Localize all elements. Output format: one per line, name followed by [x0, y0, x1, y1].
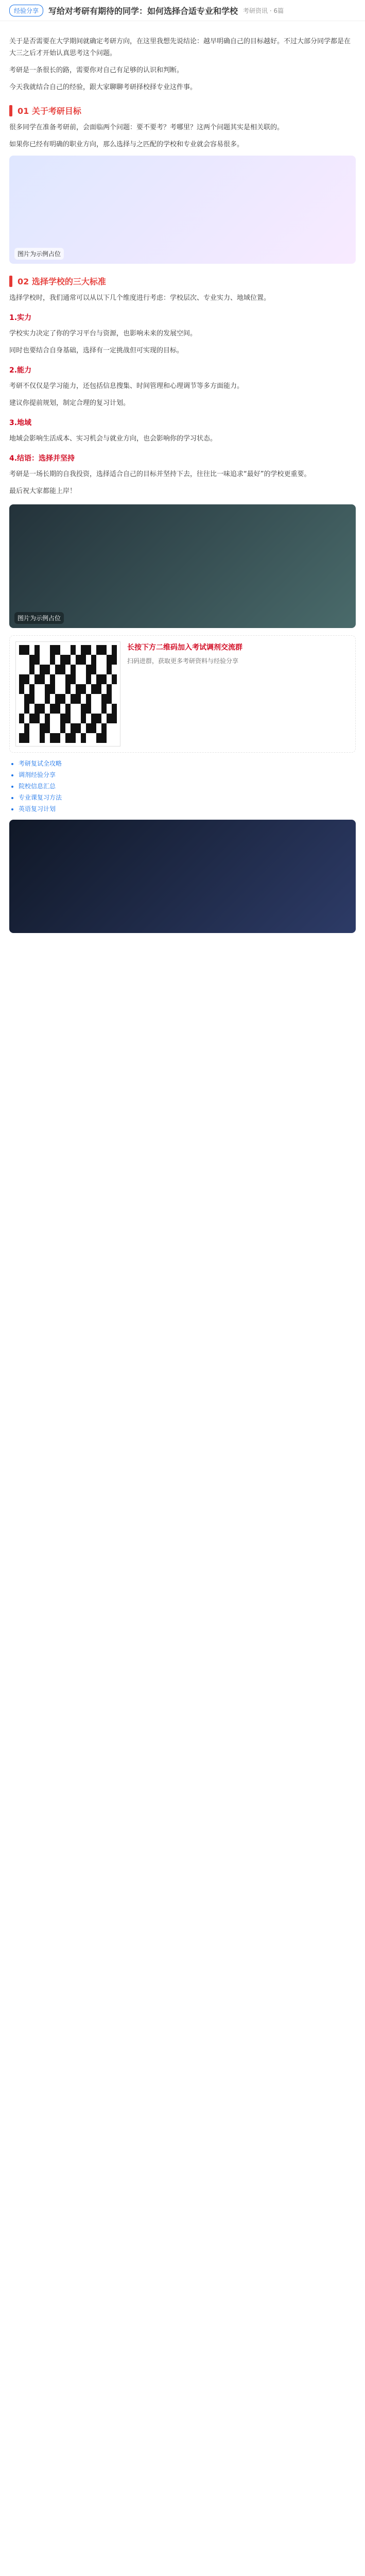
related-link[interactable]: • 考研复试全攻略: [19, 758, 356, 769]
related-links: [9, 758, 356, 815]
intro-paragraph-1: 关于是否需要在大学期间就确定考研方向，在这里我想先说结论：越早明确自己的目标越好。不过大部分同学都是在大三之后才开始认真思考这个问题。: [9, 38, 351, 57]
city-caption: 图片为示例占位: [14, 612, 64, 624]
subsection-paragraph: 地域会影响生活成本、实习机会与就业方向，也会影响你的学习状态。: [9, 435, 217, 443]
article-meta: 考研资讯 · 6篇: [243, 7, 284, 14]
subsection-title: 2.能力: [9, 366, 32, 375]
section-2-header: [9, 275, 356, 287]
related-link[interactable]: • 专业课复习方法: [19, 792, 356, 803]
subsection-paragraph: 同时也要结合自身基础，选择有一定挑战但可实现的目标。: [9, 347, 184, 354]
intro-paragraph-2: 考研是一条很长的路，需要你对自己有足够的认识和判断。: [9, 66, 184, 74]
article-title: 写给对考研有期待的同学：如何选择合适专业和学校: [48, 6, 238, 16]
keyboard-image: [9, 820, 356, 933]
qr-box: [9, 635, 356, 753]
subsection-title: 3.地域: [9, 419, 32, 427]
section-bar: [9, 276, 12, 287]
city-image: [9, 504, 356, 628]
section-1-paragraph-1: 很多同学在准备考研前，会面临两个问题：要不要考？考哪里？这两个问题其实是相关联的。: [9, 124, 284, 131]
qr-title: 长按下方二维码加入考试调剂交流群: [127, 643, 242, 652]
banner-caption: 图片为示例占位: [14, 248, 64, 260]
section-1-header: [9, 105, 356, 116]
qr-code[interactable]: [16, 642, 120, 746]
section-bar: [9, 105, 12, 116]
qr-note: 扫码进群，获取更多考研资料与经验分享: [127, 657, 239, 665]
section-title: 02 选择学校的三大标准: [18, 277, 106, 286]
article-content: [0, 21, 365, 948]
subsection-title: 1.实力: [9, 314, 32, 322]
topic-pill[interactable]: 经验分享: [9, 5, 43, 16]
subsection-paragraph: 考研是一场长期的自我投资，选择适合自己的目标并坚持下去，往往比一味追求“最好”的学校更重要。: [9, 470, 311, 478]
subsection-paragraph: 最后祝大家都能上岸！: [9, 487, 77, 495]
related-link[interactable]: • 院校信息汇总: [19, 781, 356, 792]
section-2-lead: 选择学校时，我们通常可以从以下几个维度进行考虑：学校层次、专业实力、地域位置。: [9, 294, 271, 302]
intro-paragraph-3: 今天我就结合自己的经验，跟大家聊聊考研择校择专业这件事。: [9, 83, 197, 91]
banner-image: [9, 156, 356, 264]
related-link[interactable]: • 调剂经验分享: [19, 769, 356, 781]
subsection-paragraph: 建议你提前规划，制定合理的复习计划。: [9, 399, 130, 407]
section-title: 01 关于考研目标: [18, 106, 81, 116]
subsection-paragraph: 考研不仅仅是学习能力，还包括信息搜集、时间管理和心理调节等多方面能力。: [9, 382, 244, 390]
section-1-paragraph-2: 如果你已经有明确的职业方向，那么选择与之匹配的学校和专业就会容易很多。: [9, 141, 244, 148]
article-header: [0, 0, 365, 21]
related-link[interactable]: • 英语复习计划: [19, 803, 356, 815]
subsection-paragraph: 学校实力决定了你的学习平台与资源，也影响未来的发展空间。: [9, 330, 197, 337]
subsection-title: 4.结语：选择并坚持: [9, 454, 75, 463]
